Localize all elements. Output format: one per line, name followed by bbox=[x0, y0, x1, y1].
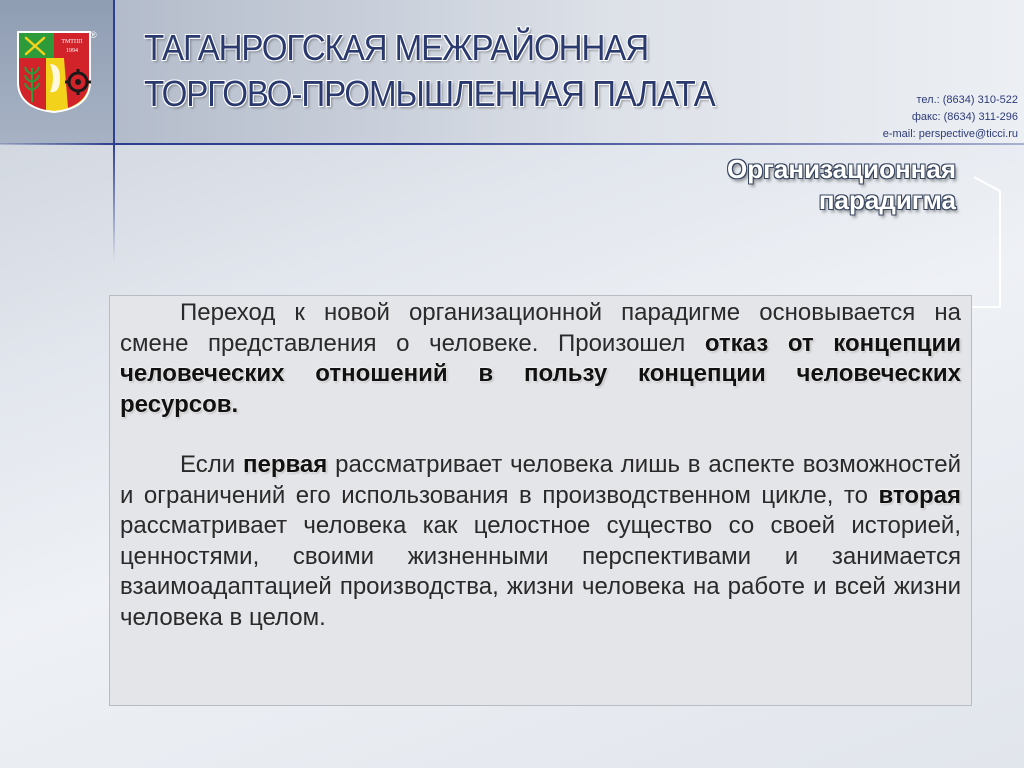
paragraph-2-highlight-second: вторая bbox=[878, 481, 961, 509]
paragraph-1 bbox=[120, 298, 961, 420]
logo-text: ТМТПП bbox=[61, 39, 83, 45]
logo-year: 1994 bbox=[66, 48, 78, 54]
fax-text: факс: (8634) 311-296 bbox=[911, 111, 1018, 123]
slide-title bbox=[727, 154, 956, 216]
email-text: e-mail: perspective@ticci.ru bbox=[882, 128, 1018, 140]
slide-title-line1: Организационная bbox=[726, 154, 956, 184]
organization-title-line2: ТОРГОВО-ПРОМЫШЛЕННАЯ ПАЛАТА bbox=[144, 73, 715, 114]
coat-of-arms-shield-icon bbox=[16, 30, 92, 114]
paragraph-2 bbox=[120, 450, 961, 633]
organization-title bbox=[144, 25, 715, 117]
vertical-accent-line bbox=[113, 0, 115, 262]
title-bracket-decoration bbox=[960, 175, 1004, 310]
paragraph-2-text-c: рассматривает человека как целостное существо со своей историей, ценностями, своими жизненными перспективами и занимается взаимоадаптацией производства, жизни человека на работе и всей жизни человека в целом. bbox=[120, 512, 961, 631]
horizontal-accent-line bbox=[0, 143, 1024, 145]
paragraph-2-text-a: Если bbox=[180, 451, 243, 478]
paragraph-2-highlight-first: первая bbox=[242, 451, 328, 478]
phone-text: тел.: (8634) 310-522 bbox=[916, 94, 1018, 106]
organization-title-line1: ТАГАНРОГСКАЯ МЕЖРАЙОННАЯ bbox=[144, 27, 649, 68]
paragraph-2-text-b: рассматривает человека лишь в аспекте возможностей и ограничений его использования в производственном цикле, то bbox=[120, 451, 961, 509]
registered-mark: ® bbox=[90, 30, 97, 40]
slide-title-line2: парадигма bbox=[818, 185, 956, 215]
contact-info bbox=[883, 92, 1018, 143]
paragraph-1-highlight: отказ от концепции человеческих отношений в пользу концепции человеческих ресурсов. bbox=[120, 329, 961, 418]
content-box bbox=[109, 295, 972, 706]
paragraph-1-text: Переход к новой организационной парадигме основывается на смене представления о человеке. Произошел bbox=[120, 299, 961, 357]
